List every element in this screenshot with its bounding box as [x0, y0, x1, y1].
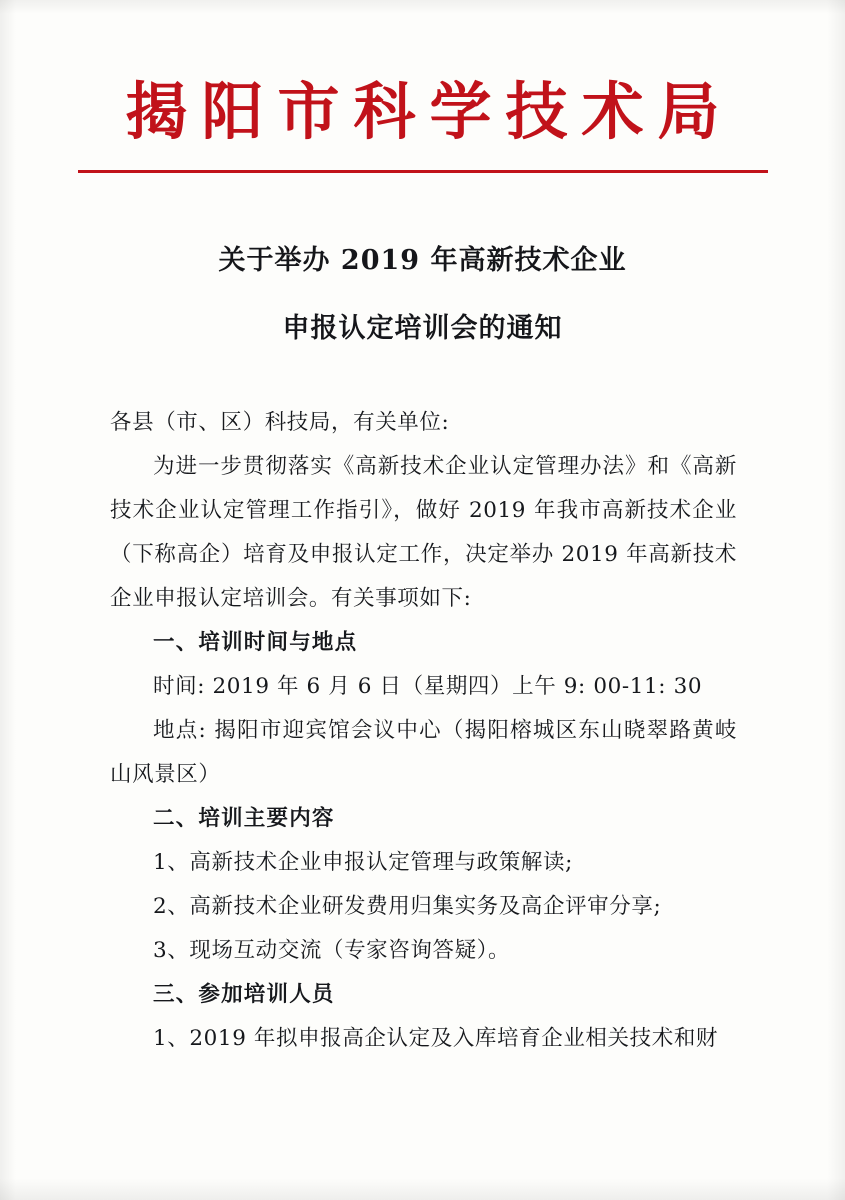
- section-heading-2: 二、培训主要内容: [153, 806, 335, 832]
- scan-edge-right: [827, 0, 845, 1200]
- section-2-item-2: 2、高新技术企业研发费用归集实务及高企评审分享;: [153, 894, 662, 920]
- document-title-line-2: 申报认定培训会的通知: [282, 313, 563, 345]
- section-2-item-1: 1、高新技术企业申报认定管理与政策解读;: [153, 850, 573, 876]
- document-body: [110, 401, 737, 1061]
- section-2-item-3: 3、现场互动交流（专家咨询答疑）。: [153, 938, 511, 964]
- document-title-line-1: 关于举办 2019 年高新技术企业: [218, 245, 627, 277]
- scan-edge-bottom: [0, 1178, 845, 1200]
- document-title: [0, 227, 845, 363]
- section-heading-1: 一、培训时间与地点: [153, 630, 358, 656]
- letterhead: [0, 0, 845, 173]
- salutation: 各县（市、区）科技局，有关单位:: [110, 410, 450, 436]
- section-1-item-1: 时间: 2019 年 6 月 6 日（星期四）上午 9: 00-11: 30: [153, 674, 703, 700]
- letterhead-divider: [78, 170, 768, 173]
- scan-edge-left: [0, 0, 16, 1200]
- section-heading-3: 三、参加培训人员: [153, 982, 335, 1008]
- section-3-item-1: 1、2019 年拟申报高企认定及入库培育企业相关技术和财: [153, 1026, 719, 1052]
- section-1-item-2: 地点: 揭阳市迎宾馆会议中心（揭阳榕城区东山晓翠路黄岐山风景区）: [110, 718, 737, 788]
- letterhead-organization: 揭阳市科学技术局: [125, 75, 734, 148]
- intro-paragraph: 为进一步贯彻落实《高新技术企业认定管理办法》和《高新技术企业认定管理工作指引》，做好 2019 年我市高新技术企业（下称高企）培育及申报认定工作，决定举办 2019 年高新技术企业申报认定培训会。有关事项如下:: [110, 454, 737, 612]
